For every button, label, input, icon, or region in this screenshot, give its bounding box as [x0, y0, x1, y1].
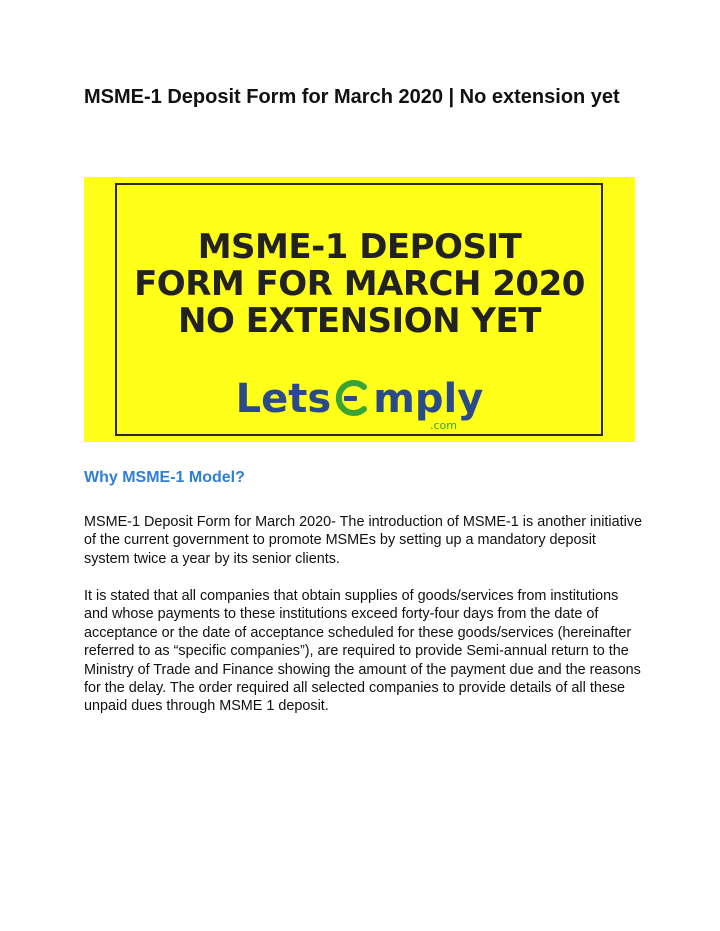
- logo-domain: .com: [430, 419, 457, 432]
- section-heading: Why MSME-1 Model?: [84, 469, 245, 486]
- banner-headline: [84, 229, 635, 340]
- paragraph: MSME-1 Deposit Form for March 2020- The introduction of MSME-1 is another initiative of the current government to promote MSMEs by setting up a mandatory deposit system twice a year by its senior clients.: [84, 514, 642, 567]
- letscomply-logo: [84, 377, 635, 421]
- banner-headline-line: NO EXTENSION YET: [178, 301, 541, 341]
- banner-headline-line: FORM FOR MARCH 2020: [134, 264, 585, 304]
- banner-headline-line: MSME-1 DEPOSIT: [197, 227, 522, 267]
- logo-c-mark-icon: [332, 378, 372, 418]
- page-title: MSME-1 Deposit Form for March 2020 | No extension yet: [84, 86, 620, 108]
- banner-image: [84, 177, 635, 442]
- paragraph: It is stated that all companies that obtain supplies of goods/services from institutions and whose payments to these institutions exceed forty-four days from the date of acceptance or the date of acceptance scheduled for these goods/services (hereinafter referred to as “specific companies”), are required to provide Semi-annual return to the Ministry of Trade and Finance showing the amount of the payment due and the reasons for the delay. The order required all selected companies to provide details of all these unpaid dues through MSME 1 deposit.: [84, 588, 641, 715]
- logo-text-left: Lets: [235, 376, 332, 422]
- logo-text-right: mply: [373, 376, 484, 422]
